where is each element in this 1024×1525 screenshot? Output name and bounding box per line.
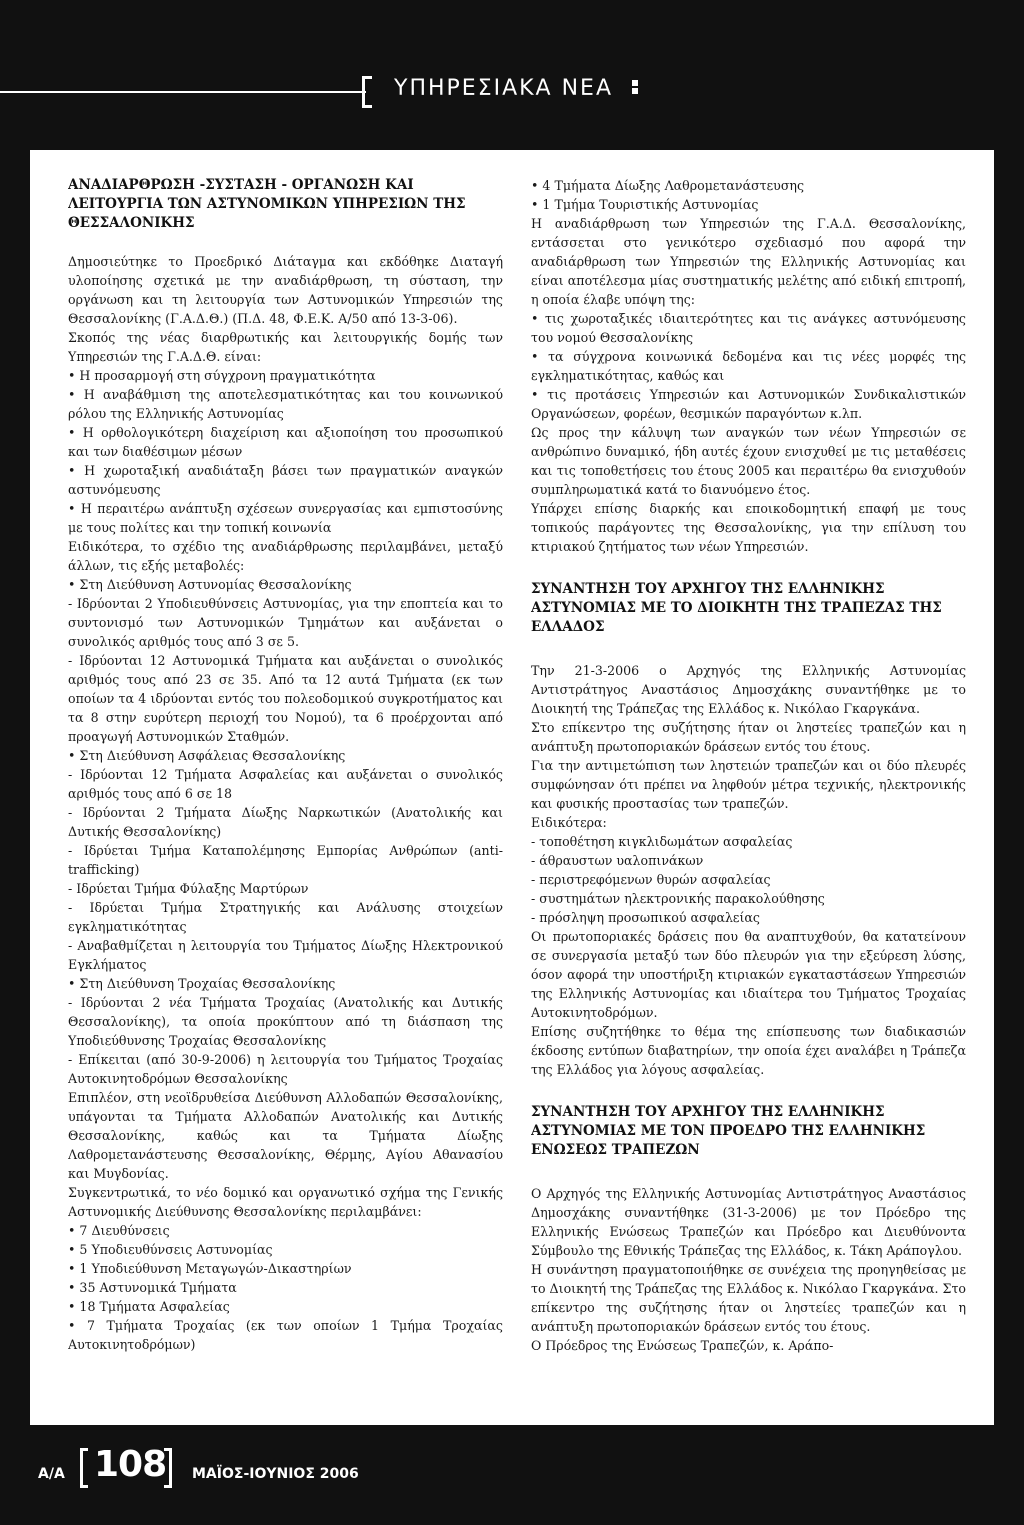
article1-bullet: • Στη Διεύθυνση Αστυνομίας Θεσσαλονίκης	[68, 577, 352, 592]
page-footer	[0, 1440, 1024, 1500]
article1-paragraph: Επιπλέον, στη νεοϊδρυθείσα Διεύθυνση Αλλοδαπών Θεσσαλονίκης, υπάγονται τα Τμήματα Αλλοδαπών Ανατολικής και Δυτικής Θεσσαλονίκης, καθώς και τα Τμήματα Δίωξης Λαθρομετανάστευσης Θεσσαλονίκης, Θέρμης, Αγίου Αθανασίου και Μυγδονίας.	[68, 1090, 503, 1181]
article2-paragraph: Επίσης συζητήθηκε το θέμα της επίσπευσης των διαδικασιών έκδοσης εντύπων διαβατηρίων, την οποία έχει αναλάβει η Τράπεζα της Ελλάδος για λόγους ασφαλείας.	[531, 1024, 966, 1077]
article3-paragraph: Ο Πρόεδρος της Ενώσεως Τραπεζών, κ. Αράπο-	[531, 1338, 834, 1353]
article1-paragraph: - Ιδρύονται 2 Υποδιευθύνσεις Αστυνομίας, για την εποπτεία και το συντονισμό των Αστυνομικών Τμημάτων και αυξάνεται ο συνολικός αριθμός τους από 3 σε 5.	[68, 596, 503, 649]
article1-bullet: • 1 Τμήμα Τουριστικής Αστυνομίας	[531, 197, 759, 212]
article1-bullet: • 1 Υποδιεύθυνση Μεταγωγών-Δικαστηρίων	[68, 1261, 352, 1276]
article3-title: ΣΥΝΑΝΤΗΣΗ ΤΟΥ ΑΡΧΗΓΟΥ ΤΗΣ ΕΛΛΗΝΙΚΗΣ ΑΣΤΥΝΟΜΙΑΣ ΜΕ ΤΟΝ ΠΡΟΕΔΡΟ ΤΗΣ ΕΛΛΗΝΙΚΗΣ ΕΝΩΣΕΩΣ ΤΡΑΠΕΖΩΝ	[531, 1104, 926, 1158]
article1-title: ΑΝΑΔΙΑΡΘΡΩΣΗ -ΣΥΣΤΑΣΗ - ΟΡΓΑΝΩΣΗ ΚΑΙ ΛΕΙΤΟΥΡΓΙΑ ΤΩΝ ΑΣΤΥΝΟΜΙΚΩΝ ΥΠΗΡΕΣΙΩΝ ΤΗΣ ΘΕΣΣΑΛΟΝΙΚΗΣ	[68, 177, 466, 231]
article1-paragraph: - Ιδρύονται 12 Αστυνομικά Τμήματα και αυξάνεται ο συνολικός αριθμός τους από 23 σε 35. Από τα 12 αυτά Τμήματα (εκ των οποίων τα 4 ιδρύονται εντός του πολεοδομικού συγκροτήματος και τα 8 στην ευρύτερη περιοχή του Νομού), τα 6 προέρχονται από προαγωγή Αστυνομικών Σταθμών.	[68, 653, 503, 744]
right-column	[531, 176, 966, 1425]
header-mark-icon	[632, 80, 638, 102]
article1-paragraph: - Ιδρύεται Τμήμα Στρατηγικής και Ανάλυσης στοιχείων εγκληματικότητας	[68, 900, 503, 934]
header-rule	[0, 91, 366, 93]
section-title: ΥΠΗΡΕΣΙΑΚΑ ΝΕΑ	[394, 76, 614, 101]
page-number: 108	[94, 1444, 167, 1485]
article2-list-item: - πρόσληψη προσωπικού ασφαλείας	[531, 910, 760, 925]
article2-list-item: - συστημάτων ηλεκτρονικής παρακολούθησης	[531, 891, 825, 906]
article1-paragraph: Δημοσιεύτηκε το Προεδρικό Διάταγμα και εκδόθηκε Διαταγή υλοποίησης σχετικά με την αναδιάρθρωση, τη σύσταση, την οργάνωση και τη λειτουργία των Αστυνομικών Υπηρεσιών της Θεσσαλονίκης (Γ.Α.Δ.Θ.) (Π.Δ. 48, Φ.Ε.Κ. Α/50 από 13-3-06).	[68, 254, 503, 326]
article2-paragraph: Για την αντιμετώπιση των ληστειών τραπεζών και οι δύο πλευρές συμφώνησαν ότι πρέπει να ληφθούν μέτρα τεχνικής, ηλεκτρονικής και φυσικής προστασίας των τραπεζών.	[531, 758, 966, 811]
article1-paragraph: Ειδικότερα, το σχέδιο της αναδιάρθρωσης περιλαμβάνει, μεταξύ άλλων, τις εξής μεταβολές:	[68, 539, 503, 573]
article1-bullet: • 5 Υποδιευθύνσεις Αστυνομίας	[68, 1242, 273, 1257]
article1-paragraph: - Επίκειται (από 30-9-2006) η λειτουργία του Τμήματος Τροχαίας Αυτοκινητοδρόμων Θεσσαλονίκης	[68, 1052, 503, 1086]
article1-bullet: • Στη Διεύθυνση Ασφάλειας Θεσσαλονίκης	[68, 748, 346, 763]
article2-list-item: - περιστρεφόμενων θυρών ασφαλείας	[531, 872, 771, 887]
article1-paragraph: Υπάρχει επίσης διαρκής και εποικοδομητική επαφή με τους τοπικούς παράγοντες της Θεσσαλονίκης, για την επίλυση του κτιριακού ζητήματος των νέων Υπηρεσιών.	[531, 501, 966, 554]
article2-paragraph: Στο επίκεντρο της συζήτησης ήταν οι ληστείες τραπεζών και η ανάπτυξη πρωτοποριακών δράσεων εντός του έτους.	[531, 720, 966, 754]
article1-bullet: • 18 Τμήματα Ασφαλείας	[68, 1299, 230, 1314]
footer-bracket-right	[164, 1448, 172, 1488]
article2-paragraph: Την 21-3-2006 ο Αρχηγός της Ελληνικής Αστυνομίας Αντιστράτηγος Αναστάσιος Δημοσχάκης συναντήθηκε με το Διοικητή της Τράπεζας της Ελλάδος κ. Νικόλαο Γκαργκάνα.	[531, 663, 966, 716]
article1-paragraph: Ως προς την κάλυψη των αναγκών των νέων Υπηρεσιών σε ανθρώπινο δυναμικό, ήδη αυτές έχουν ενισχυθεί με τις μεταθέσεις και τις τοποθετήσεις του έτους 2005 και περαιτέρω θα ενισχυθούν συμπληρωματικά κατά το διανυόμενο έτος.	[531, 425, 966, 497]
section-header	[0, 78, 1024, 118]
left-column	[68, 176, 503, 1425]
article1-paragraph: Συγκεντρωτικά, το νέο δομικό και οργανωτικό σχήμα της Γενικής Αστυνομικής Διεύθυνσης Θεσσαλονίκης περιλαμβάνει:	[68, 1185, 503, 1219]
article1-bullet: • Η περαιτέρω ανάπτυξη σχέσεων συνεργασίας και εμπιστοσύνης με τους πολίτες και την τοπική κοινωνία	[68, 501, 503, 535]
article1-bullet: • 7 Τμήματα Τροχαίας (εκ των οποίων 1 Τμήμα Τροχαίας Αυτοκινητοδρόμων)	[68, 1318, 503, 1352]
article1-bullet: • τα σύγχρονα κοινωνικά δεδομένα και τις νέες μορφές της εγκληματικότητας, καθώς και	[531, 349, 966, 383]
issue-date: ΜΑΪΟΣ-ΙΟΥΝΙΟΣ 2006	[192, 1466, 359, 1482]
article1-paragraph: Η αναδιάρθρωση των Υπηρεσιών της Γ.Α.Δ. Θεσσαλονίκης, εντάσσεται στο γενικότερο σχεδιασμό που αφορά την αναδιάρθρωση των Υπηρεσιών της Ελληνικής Αστυνομίας και είναι αποτέλεσμα μίας συστηματικής μελέτης από ειδική επιτροπή, η οποία έλαβε υπόψη της:	[531, 216, 966, 307]
header-bracket	[362, 76, 372, 108]
article1-bullet: • τις χωροταξικές ιδιαιτερότητες και τις ανάγκες αστυνόμευσης του νομού Θεσσαλονίκης	[531, 311, 966, 345]
article1-paragraph: - Ιδρύεται Τμήμα Καταπολέμησης Εμπορίας Ανθρώπων (anti-trafficking)	[68, 843, 503, 877]
article2-title: ΣΥΝΑΝΤΗΣΗ ΤΟΥ ΑΡΧΗΓΟΥ ΤΗΣ ΕΛΛΗΝΙΚΗΣ ΑΣΤΥΝΟΜΙΑΣ ΜΕ ΤΟ ΔΙΟΙΚΗΤΗ ΤΗΣ ΤΡΑΠΕΖΑΣ ΤΗΣ ΕΛΛΑΔΟΣ	[531, 581, 942, 635]
article1-paragraph: - Ιδρύονται 2 Τμήματα Δίωξης Ναρκωτικών (Ανατολικής και Δυτικής Θεσσαλονίκης)	[68, 805, 503, 839]
footer-code: Α/Α	[38, 1466, 65, 1482]
article3-paragraph: Η συνάντηση πραγματοποιήθηκε σε συνέχεια της προηγηθείσας με το Διοικητή της Τράπεζας της Ελλάδος κ. Νικόλαο Γκαργκάνα. Στο επίκεντρο της συζήτησης ήταν οι ληστείες τραπεζών και η ανάπτυξη πρωτοποριακών δράσεων εντός του έτους.	[531, 1262, 966, 1334]
article1-paragraph: - Ιδρύονται 2 νέα Τμήματα Τροχαίας (Ανατολικής και Δυτικής Θεσσαλονίκης), τα οποία προκύπτουν από τη διάσπαση της Υποδιεύθυνσης Τροχαίας Θεσσαλονίκης	[68, 995, 503, 1048]
article1-paragraph: - Ιδρύονται 12 Τμήματα Ασφαλείας και αυξάνεται ο συνολικός αριθμός τους από 6 σε 18	[68, 767, 503, 801]
article1-bullet: • Η ορθολογικότερη διαχείριση και αξιοποίηση του προσωπικού και των διαθέσιμων μέσων	[68, 425, 503, 459]
article1-paragraph: Σκοπός της νέας διαρθρωτικής και λειτουργικής δομής των Υπηρεσιών της Γ.Α.Δ.Θ. είναι:	[68, 330, 503, 364]
article1-bullet: • 7 Διευθύνσεις	[68, 1223, 170, 1238]
article1-bullet: • Η προσαρμογή στη σύγχρονη πραγματικότητα	[68, 368, 376, 383]
article3-paragraph: Ο Αρχηγός της Ελληνικής Αστυνομίας Αντιστράτηγος Αναστάσιος Δημοσχάκης συναντήθηκε (31-3-2006) με τον Πρόεδρο της Ελληνικής Ενώσεως Τραπεζών και Πρόεδρο και Διευθύνοντα Σύμβουλο της Εθνικής Τράπεζας της Ελλάδος, κ. Τάκη Αράπογλου.	[531, 1186, 966, 1258]
footer-bracket-left	[80, 1448, 88, 1488]
article2-list-item: - άθραυστων υαλοπινάκων	[531, 853, 704, 868]
article1-bullet: • Η αναβάθμιση της αποτελεσματικότητας και του κοινωνικού ρόλου της Ελληνικής Αστυνομίας	[68, 387, 503, 421]
article1-bullet: • Στη Διεύθυνση Τροχαίας Θεσσαλονίκης	[68, 976, 336, 991]
article1-bullet: • Η χωροταξική αναδιάταξη βάσει των πραγματικών αναγκών αστυνόμευσης	[68, 463, 503, 497]
article1-bullet: • 4 Τμήματα Δίωξης Λαθρομετανάστευσης	[531, 178, 805, 193]
article2-paragraph: Ειδικότερα:	[531, 815, 607, 830]
article1-paragraph: - Ιδρύεται Τμήμα Φύλαξης Μαρτύρων	[68, 881, 309, 896]
article1-bullet: • 35 Αστυνομικά Τμήματα	[68, 1280, 237, 1295]
article1-paragraph: - Αναβαθμίζεται η λειτουργία του Τμήματος Δίωξης Ηλεκτρονικού Εγκλήματος	[68, 938, 503, 972]
article2-paragraph: Οι πρωτοποριακές δράσεις που θα αναπτυχθούν, θα κατατείνουν σε συνεργασία μεταξύ των δύο πλευρών για την εξεύρεση λύσης, όσον αφορά την υποστήριξη κτιριακών εγκαταστάσεων Υπηρεσιών της Ελληνικής Αστυνομίας και ιδιαίτερα του Τμήματος Τροχαίας Αυτοκινητοδρόμων.	[531, 929, 966, 1020]
article-panel	[30, 150, 994, 1425]
article2-list-item: - τοποθέτηση κιγκλιδωμάτων ασφαλείας	[531, 834, 793, 849]
article1-bullet: • τις προτάσεις Υπηρεσιών και Αστυνομικών Συνδικαλιστικών Οργανώσεων, φορέων, θεσμικών παραγόντων κ.λπ.	[531, 387, 966, 421]
